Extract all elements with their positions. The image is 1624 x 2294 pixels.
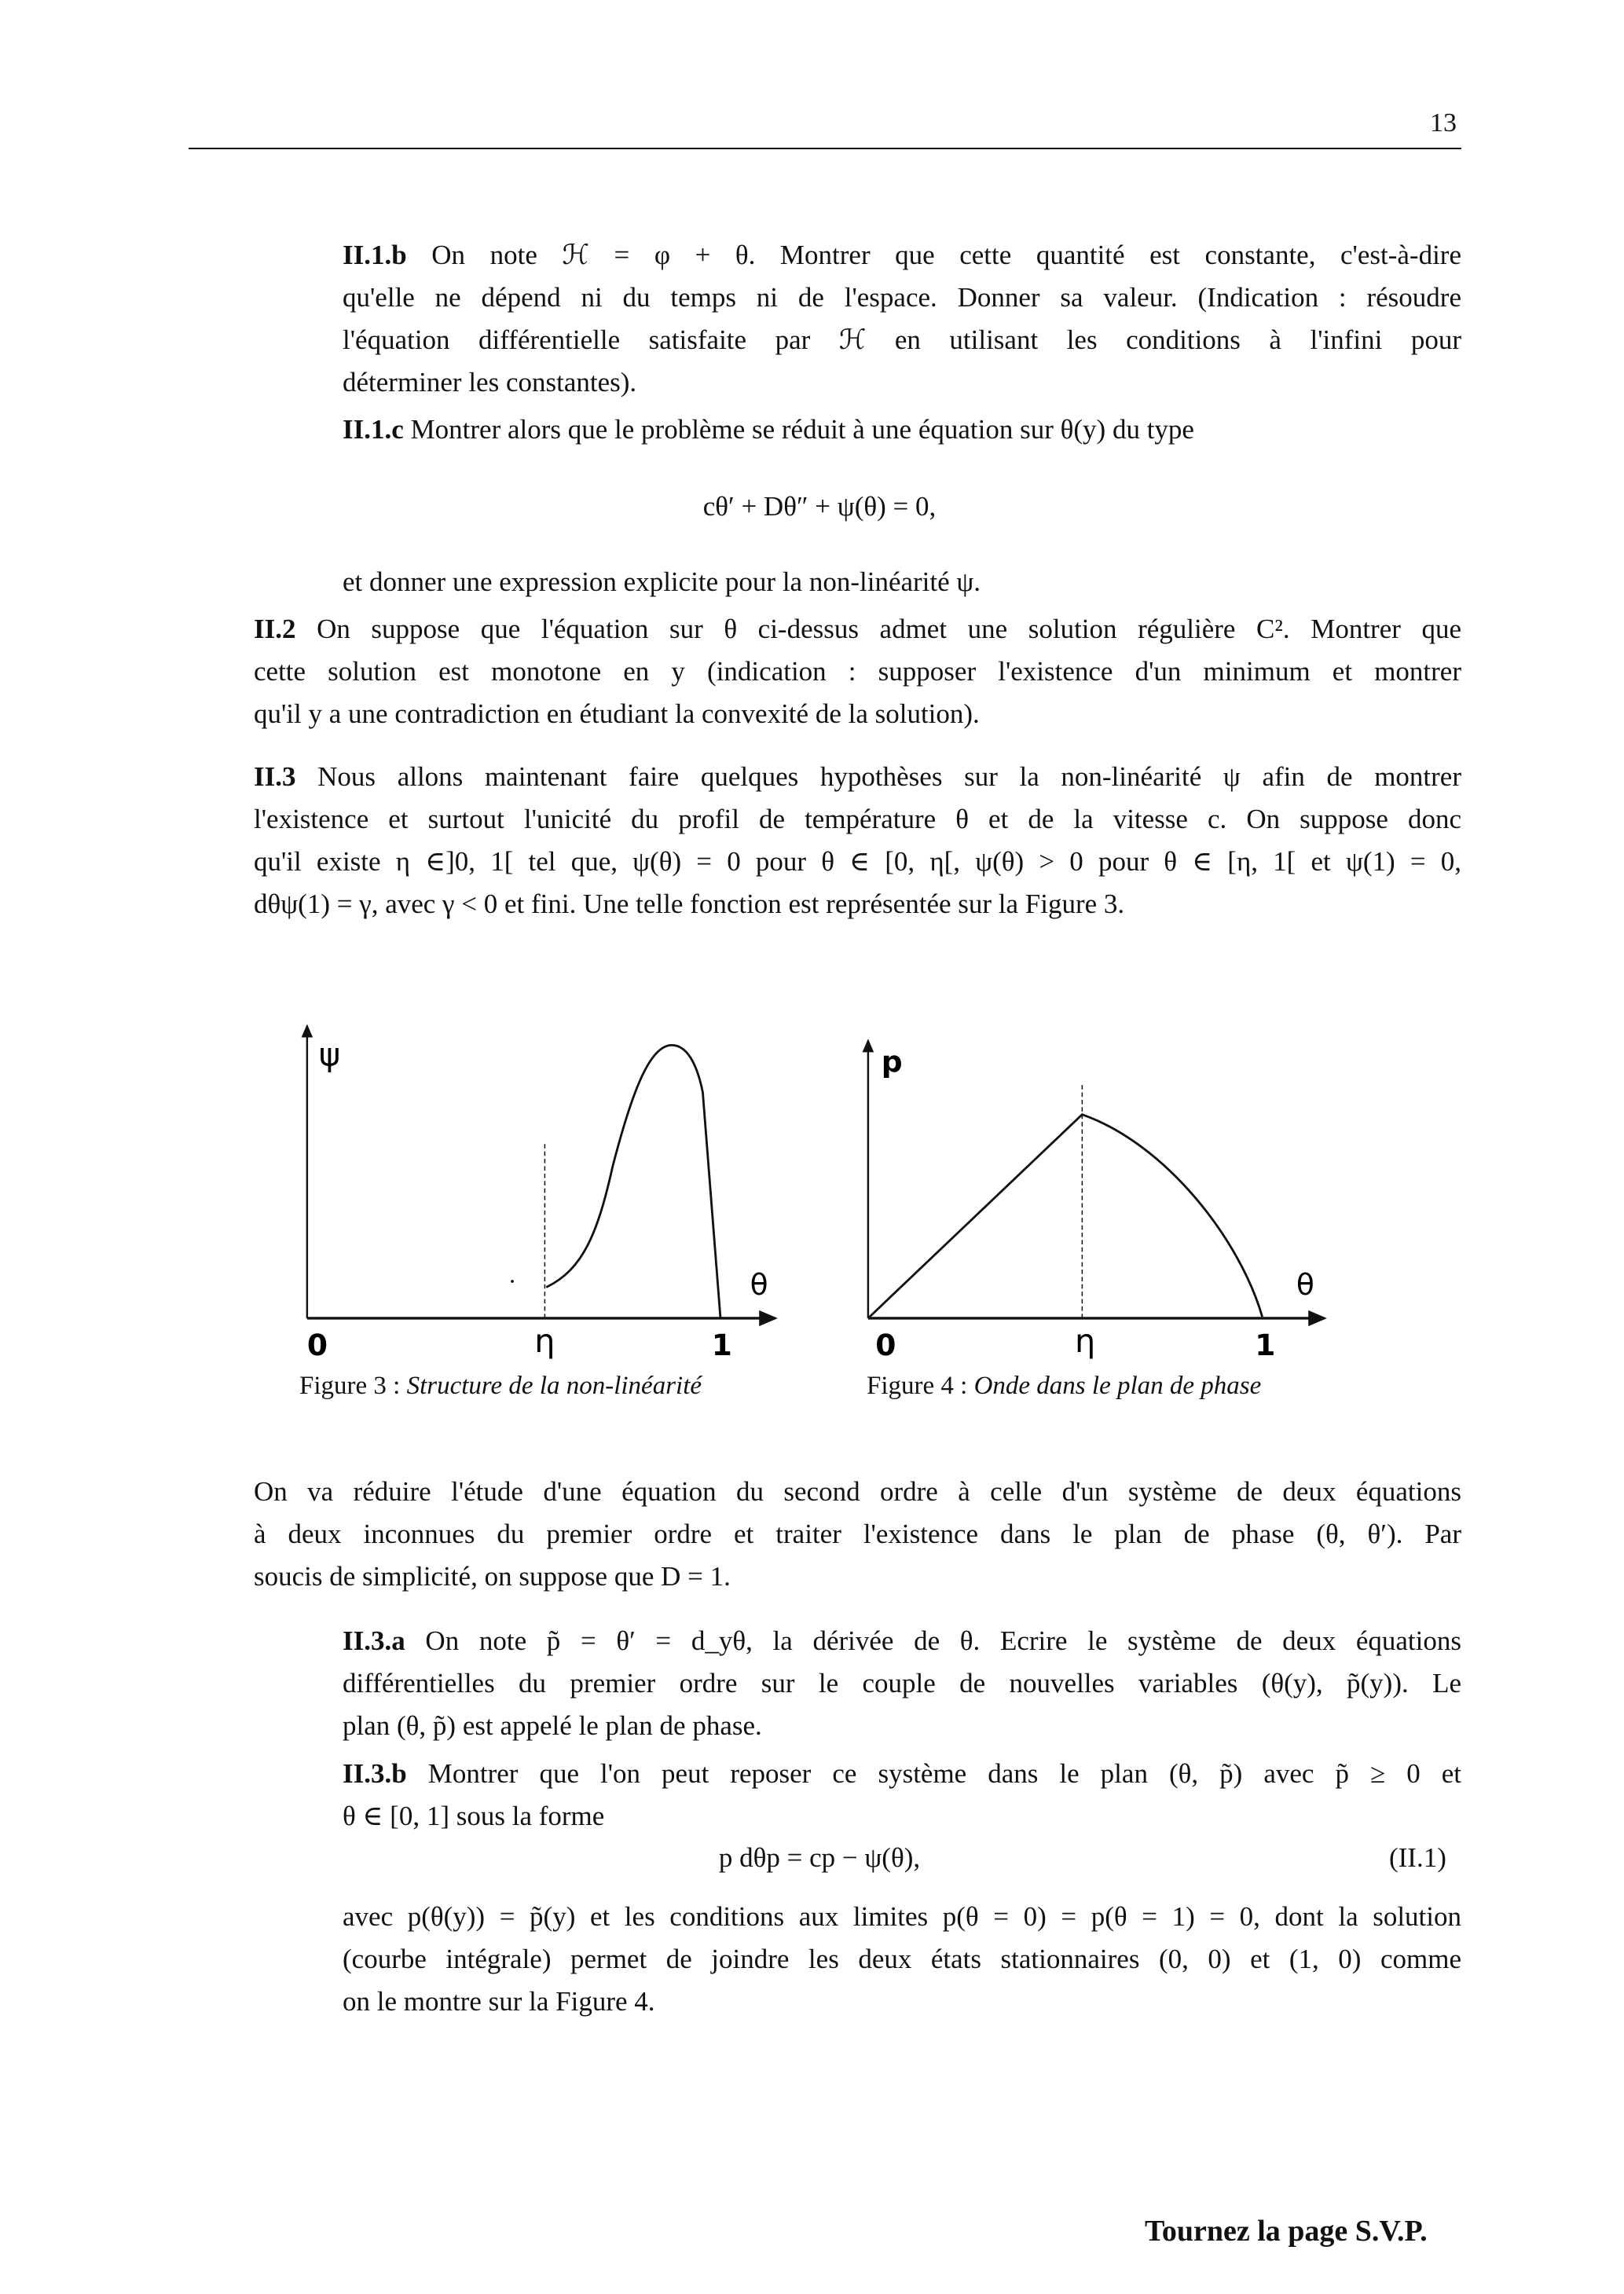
fig4-tick-1: 1: [1255, 1327, 1276, 1362]
fig4-phase-curve: [868, 1115, 1263, 1318]
line-text: Nous allons maintenant faire quelques hypothèses sur la non-linéarité ψ afin de montrer: [295, 761, 1461, 792]
line-text: cθ′ + Dθ″ + ψ(θ) = 0,: [702, 491, 937, 522]
line-text: qu'il y a une contradiction en étudiant la convexité de la solution).: [254, 698, 980, 729]
fig4-xlabel: θ: [1296, 1266, 1314, 1302]
equation-number: (II.1): [1389, 1842, 1446, 1873]
section-label: II.3.a: [343, 1625, 405, 1656]
line-text: On suppose que l'équation sur θ ci-dessus admet une solution régulière C². Montrer que: [295, 614, 1461, 644]
line-text: qu'il existe η ∈]0, 1[ tel que, ψ(θ) = 0 pour θ ∈ [0, η[, ψ(θ) > 0 pour θ ∈ [η, 1[ et ψ(1) = 0,: [254, 846, 1461, 877]
line-text: et donner une expression explicite pour la non-linéarité ψ.: [343, 566, 981, 597]
fig3-psi-curve: [546, 1045, 720, 1318]
line-text: cette solution est monotone en y (indication : supposer l'existence d'un minimum et montrer: [254, 656, 1461, 687]
line-text: On va réduire l'étude d'une équation du second ordre à celle d'un système de deux équations: [254, 1476, 1461, 1507]
line-text: qu'elle ne dépend ni du temps ni de l'espace. Donner sa valeur. (Indication : résoudre: [343, 282, 1461, 313]
line-text: plan (θ, p̃) est appelé le plan de phase.: [343, 1710, 762, 1741]
section-label: II.1.c: [343, 414, 404, 445]
figure-4: [868, 1041, 1325, 1362]
line-text: à deux inconnues du premier ordre et traiter l'existence dans le plan de phase (θ, θ′). Par: [254, 1519, 1461, 1549]
line-text: Montrer que l'on peut reposer ce système dans le plan (θ, p̃) avec p̃ ≥ 0 et: [406, 1758, 1461, 1789]
page-number: 13: [1430, 108, 1457, 137]
caption-title: Structure de la non-linéarité: [406, 1372, 702, 1400]
fig3-xlabel: θ: [750, 1266, 768, 1302]
line-text: déterminer les constantes).: [343, 367, 637, 398]
fig3-tick-eta: η: [534, 1322, 555, 1361]
fig4-ylabel: p: [881, 1044, 903, 1079]
section-label: II.1.b: [343, 240, 407, 270]
line-text: on le montre sur la Figure 4.: [343, 1986, 655, 2017]
line-text: Montrer alors que le problème se réduit à une équation sur θ(y) du type: [403, 414, 1194, 445]
line-text: On note ℋ = φ + θ. Montrer que cette quantité est constante, c'est-à-dire: [406, 240, 1461, 270]
caption-prefix: Figure 4 :: [867, 1372, 974, 1400]
fig3-tick-0: 0: [306, 1327, 328, 1362]
section-label: II.2: [254, 614, 296, 644]
line-text: θ ∈ [0, 1] sous la forme: [343, 1801, 605, 1831]
line-text: avec p(θ(y)) = p̃(y) et les conditions aux limites p(θ = 0) = p(θ = 1) = 0, dont la solution: [343, 1901, 1461, 1932]
line-text: On note p̃ = θ′ = d_yθ, la dérivée de θ. Ecrire le système de deux équations: [405, 1625, 1461, 1656]
line-text: l'équation différentielle satisfaite par ℋ en utilisant les conditions à l'infini pour: [343, 324, 1461, 355]
caption-title: Onde dans le plan de phase: [973, 1372, 1262, 1400]
fig3-tick-1: 1: [711, 1327, 732, 1362]
line-text: différentielles du premier ordre sur le couple de nouvelles variables (θ(y), p̃(y)). Le: [343, 1668, 1461, 1699]
figure-3: [307, 1026, 775, 1362]
fig3-dot: [511, 1280, 514, 1283]
figure-4-caption: [867, 1372, 1261, 1401]
line-text: l'existence et surtout l'unicité du profil de température θ et de la vitesse c. On suppose donc: [254, 804, 1461, 834]
caption-prefix: Figure 3 :: [299, 1372, 407, 1400]
line-text: (courbe intégrale) permet de joindre les deux états stationnaires (0, 0) et (1, 0) comme: [343, 1944, 1461, 1974]
section-label: II.3.b: [343, 1758, 407, 1789]
line-text: p dθp = cp − ψ(θ),: [718, 1842, 921, 1873]
line-text: soucis de simplicité, on suppose que D = 1.: [254, 1561, 731, 1592]
fig3-ylabel: ψ: [318, 1035, 341, 1074]
fig4-tick-eta: η: [1074, 1322, 1096, 1361]
line-text: dθψ(1) = γ, avec γ < 0 et fini. Une telle fonction est représentée sur la Figure 3.: [254, 889, 1125, 919]
fig4-tick-0: 0: [875, 1327, 896, 1362]
footer-turn-page: Tournez la page S.V.P.: [1145, 2215, 1428, 2248]
section-label: II.3: [254, 761, 296, 792]
figure-3-caption: [299, 1372, 702, 1401]
